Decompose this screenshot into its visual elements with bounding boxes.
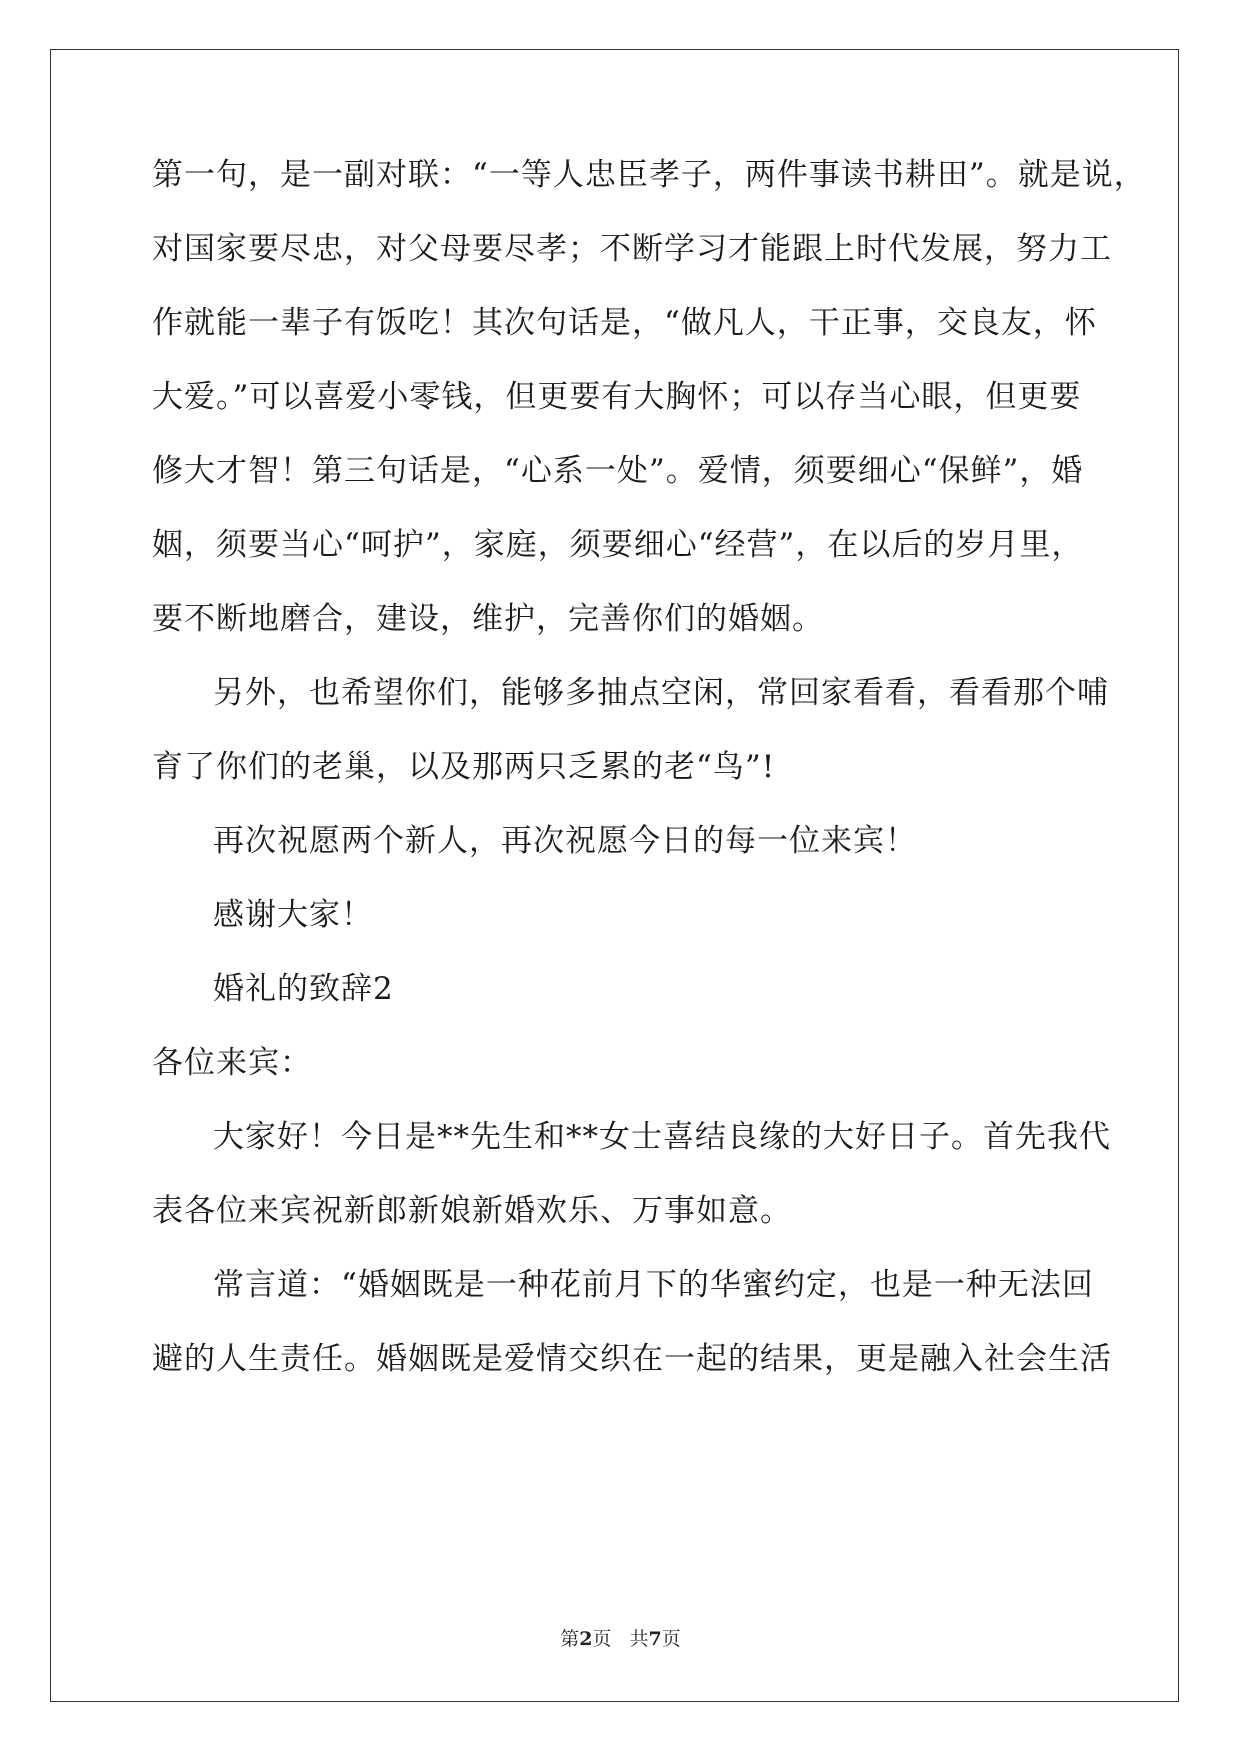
total-prefix: 共 — [629, 1628, 649, 1650]
text-line: 姻，须要当心“呵护”，家庭，须要细心“经营”，在以后的岁月里， — [152, 527, 1084, 563]
text-line: 大爱。”可以喜爱小零钱，但更要有大胸怀；可以存当心眼，但更要 — [152, 379, 1082, 415]
text-line: 第一句，是一副对联：“一等人忠臣孝子，两件事读书耕田”。就是说， — [152, 157, 1146, 193]
page-current: 2 — [579, 1628, 593, 1650]
page-frame — [50, 49, 1179, 1702]
page-prefix: 第 — [560, 1628, 580, 1650]
text-line: 另外，也希望你们，能够多抽点空闲，常回家看看，看看那个哺 — [213, 675, 1109, 711]
text-line: 避的人生责任。婚姻既是爱情交织在一起的结果，更是融入社会生活 — [152, 1341, 1112, 1377]
page-footer — [0, 1627, 1241, 1651]
text-line: 再次祝愿两个新人，再次祝愿今日的每一位来宾！ — [213, 823, 917, 859]
text-line: 修大才智！第三句话是，“心系一处”。爱情，须要细心“保鲜”，婚 — [152, 453, 1084, 489]
text-line: 感谢大家！ — [213, 897, 373, 933]
salutation: 各位来宾： — [152, 1045, 312, 1081]
text-line: 表各位来宾祝新郎新娘新婚欢乐、万事如意。 — [152, 1193, 792, 1229]
total-suffix: 页 — [661, 1628, 681, 1650]
text-line: 常言道：“婚姻既是一种花前月下的华蜜约定，也是一种无法回 — [213, 1267, 1094, 1303]
page-total: 7 — [648, 1628, 662, 1650]
text-line: 作就能一辈子有饭吃！其次句话是，“做凡人，干正事，交良友，怀 — [152, 305, 1097, 341]
text-line: 育了你们的老巢，以及那两只乏累的老“鸟”! — [152, 749, 776, 785]
page-suffix: 页 — [592, 1628, 612, 1650]
text-line: 对国家要尽忠，对父母要尽孝；不断学习才能跟上时代发展，努力工 — [152, 231, 1112, 267]
text-line: 要不断地磨合，建设，维护，完善你们的婚姻。 — [152, 601, 824, 637]
text-line: 大家好！今日是**先生和**女士喜结良缘的大好日子。首先我代 — [213, 1119, 1111, 1155]
section-heading: 婚礼的致辞2 — [213, 971, 394, 1007]
